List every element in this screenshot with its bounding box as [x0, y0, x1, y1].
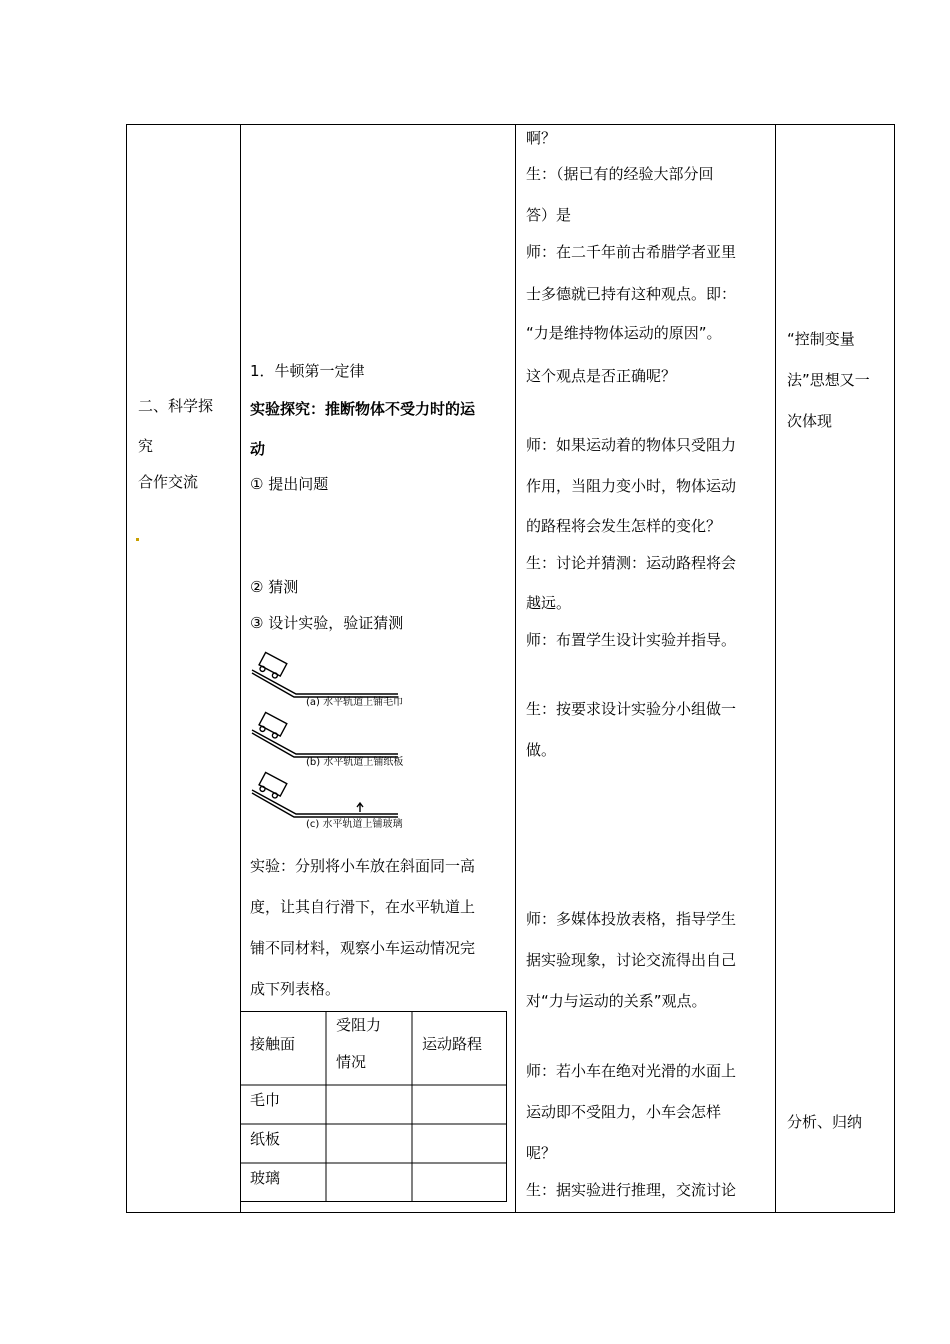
- experiment-title-line2: 动: [250, 440, 266, 458]
- experiment-text-line2: 度，让其自行滑下，在水平轨道上: [250, 898, 476, 916]
- intent-note-line2: 法”思想又一: [787, 371, 870, 389]
- figure-caption-c: (c) 水平轨道上铺玻璃: [306, 819, 403, 830]
- dialogue-line: 师：多媒体投放表格，指导学生: [526, 910, 737, 928]
- intent-note-line3: 次体现: [787, 412, 833, 430]
- dialogue-line: 师：在二千年前古希腊学者亚里: [526, 243, 737, 261]
- dialogue-line: 越远。: [526, 594, 572, 612]
- dialogue-line: “力是维持物体运动的原因”。: [526, 324, 722, 342]
- step-ask-question: ① 提出问题: [250, 475, 329, 493]
- dialogue-line: 呢？: [526, 1144, 557, 1162]
- dialogue-line: 运动即不受阻力，小车会怎样: [526, 1103, 722, 1121]
- dialogue-line: 师：如果运动着的物体只受阻力: [526, 436, 737, 454]
- dialogue-line: 做。: [526, 741, 557, 759]
- dialogue-line: 这个观点是否正确呢？: [526, 367, 677, 385]
- dialogue-line: 生：（据已有的经验大部分回: [526, 165, 714, 183]
- experiment-title-line1: 实验探究：推断物体不受力时的运: [250, 400, 476, 418]
- figure-caption-a: (a) 水平轨道上铺毛巾: [306, 697, 404, 708]
- table-header-distance: 运动路程: [422, 1035, 483, 1053]
- dialogue-line: 据实验现象，讨论交流得出自己: [526, 951, 737, 969]
- step-guess: ② 猜测: [250, 578, 299, 596]
- stage-label-line3: 合作交流: [138, 473, 199, 491]
- results-table: [240, 1011, 507, 1203]
- decorative-dot: [136, 538, 139, 541]
- table-row-glass: 玻璃: [250, 1169, 281, 1187]
- stage-label-line2: 究: [138, 437, 154, 455]
- experiment-text-line1: 实验：分别将小车放在斜面同一高: [250, 857, 476, 875]
- dialogue-line: 答）是: [526, 206, 572, 224]
- intent-note-analysis: 分析、归纳: [787, 1113, 863, 1131]
- table-header-resistance-line2: 情况: [336, 1053, 367, 1071]
- table-header-resistance-line1: 受阻力: [336, 1016, 382, 1034]
- intent-note-line1: “控制变量: [787, 330, 855, 348]
- dialogue-line: 作用，当阻力变小时，物体运动: [526, 477, 737, 495]
- table-row-cardboard: 纸板: [250, 1130, 281, 1148]
- cart-incline-diagram: [248, 648, 408, 838]
- experiment-text-line3: 铺不同材料，观察小车运动情况完: [250, 939, 476, 957]
- table-row-towel: 毛巾: [250, 1091, 281, 1109]
- dialogue-line: 师：若小车在绝对光滑的水面上: [526, 1062, 737, 1080]
- column-divider: [515, 124, 516, 1213]
- experiment-figure: [248, 648, 408, 838]
- dialogue-line: 生：按要求设计实验分小组做一: [526, 700, 737, 718]
- dialogue-line: 师：布置学生设计实验并指导。: [526, 631, 737, 649]
- experiment-text-line4: 成下列表格。: [250, 980, 341, 998]
- dialogue-line: 生：讨论并猜测：运动路程将会: [526, 554, 737, 572]
- stage-label-line1: 二、科学探: [138, 397, 214, 415]
- table-header-surface: 接触面: [250, 1035, 296, 1053]
- step-design-experiment: ③ 设计实验，验证猜测: [250, 614, 404, 632]
- dialogue-line: 生：据实验进行推理，交流讨论: [526, 1181, 737, 1199]
- dialogue-line: 对“力与运动的关系”观点。: [526, 992, 707, 1010]
- section-title: 1．牛顿第一定律: [250, 362, 365, 380]
- dialogue-line: 士多德就已持有这种观点。即：: [526, 285, 737, 303]
- figure-caption-b: (b) 水平轨道上铺纸板: [306, 757, 404, 768]
- dialogue-line: 啊？: [526, 129, 557, 147]
- column-divider: [775, 124, 776, 1213]
- dialogue-line: 的路程将会发生怎样的变化？: [526, 517, 722, 535]
